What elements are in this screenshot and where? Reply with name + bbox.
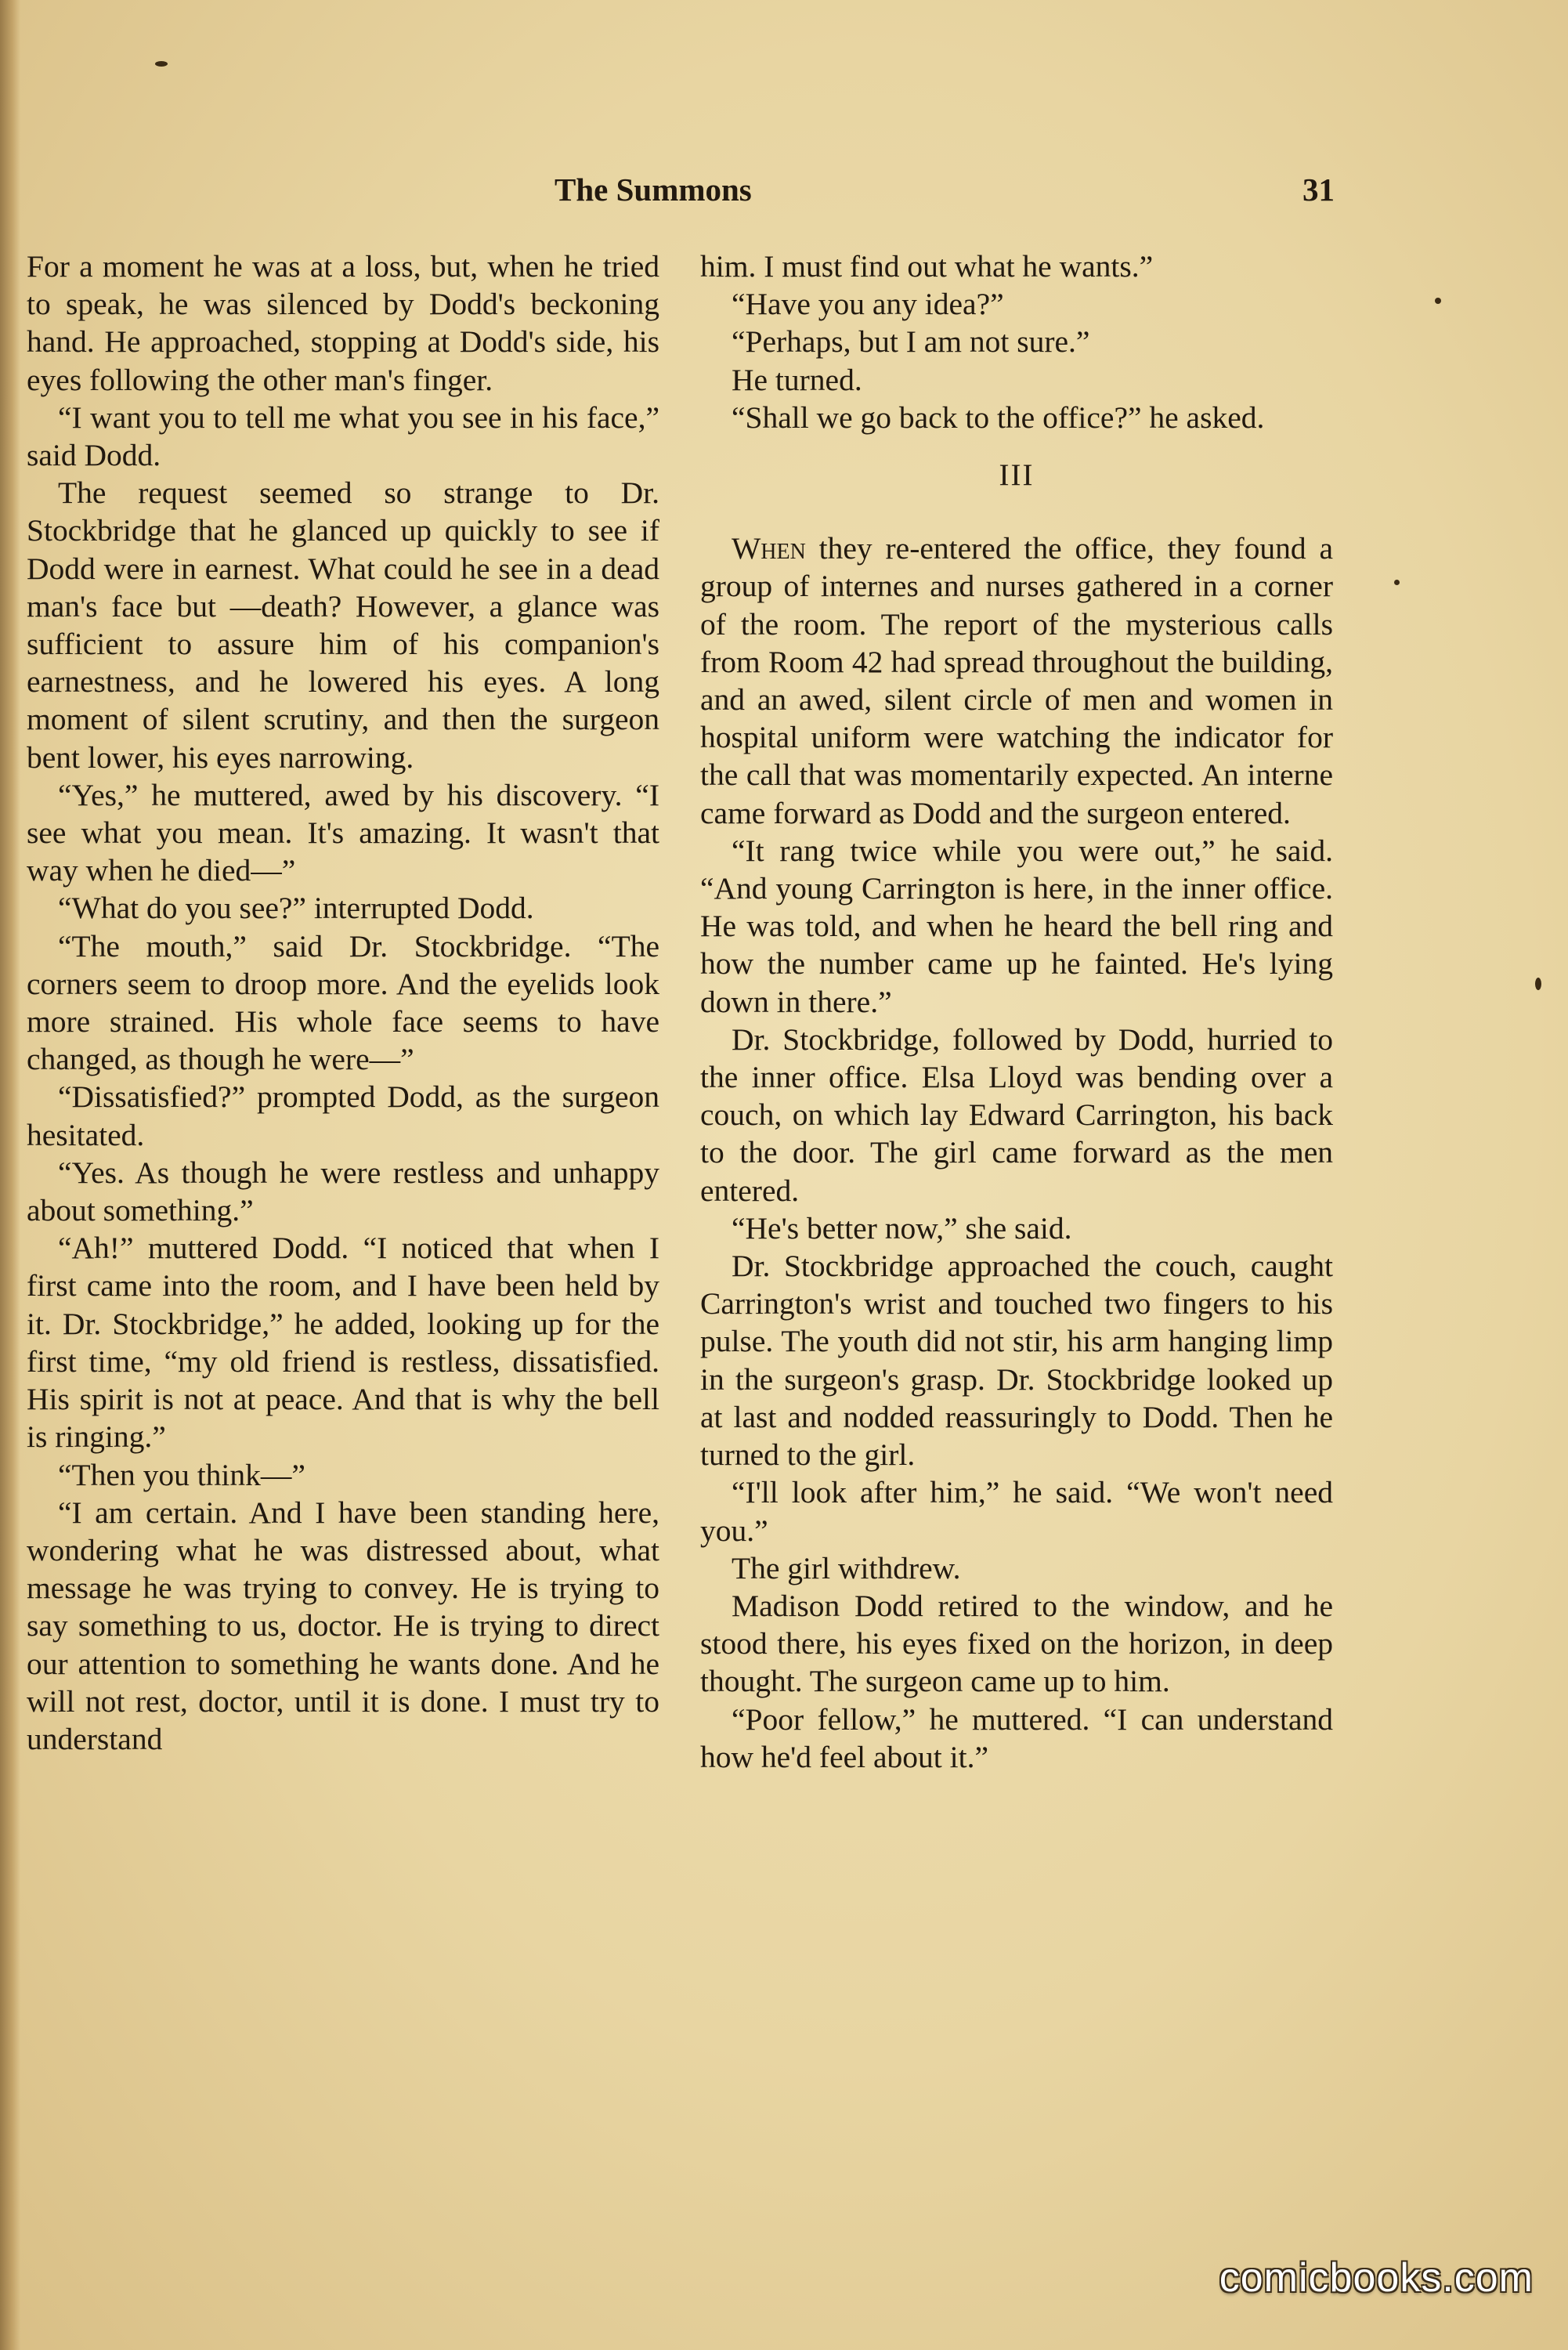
paragraph: “The mouth,” said Dr. Stockbridge. “The corners seem to droop more. And the eyelids look more strained. His whole face seems to have changed, as though he were—” [27,928,659,1077]
paragraph: The girl withdrew. [732,1550,961,1585]
paragraph: “Dissatisfied?” prompted Dodd, as the surgeon hesitated. [27,1079,659,1152]
paragraph: “What do you see?” interrupted Dodd. [58,891,534,926]
paragraph: “Poor fellow,” he muttered. “I can understand how he'd feel about it.” [700,1701,1333,1774]
paragraph-text: they re-entered the office, they found a group of internes and nurses gathered in a corner of the room. The report of the mysterious calls from Room 42 had spread throughout the building, and an awed, silent circle of men and women in hospital uniform were watching the indicator for the call that was momentarily expected. An interne came forward as Dodd and the surgeon entered. [700,531,1333,830]
paragraph: “Perhaps, but I am not sure.” [732,324,1090,360]
paragraph: Dr. Stockbridge, followed by Dodd, hurried to the inner office. Elsa Lloyd was bending over a couch, on which lay Edward Carrington, his back to the door. The girl came forward as the men entered. [700,1021,1333,1208]
paragraph: “Yes. As though he were restless and unhappy about something.” [27,1155,659,1228]
paragraph: Madison Dodd retired to the window, and he stood there, his eyes fixed on the horizon, in deep thought. The surgeon came up to him. [700,1588,1333,1699]
section-opening-paragraph [700,530,1333,832]
page-binding-shadow [0,0,20,2350]
paragraph: The request seemed so strange to Dr. Stockbridge that he glanced up quickly to see if Dodd were in earnest. What could he see in a dead man's face but —death? However, a glance was sufficient to assure him of his companion's earnestness, and he lowered his eyes. A long moment of silent scrutiny, and then the surgeon bent lower, his eyes narrowing. [27,475,659,775]
paragraph: “Then you think—” [58,1457,305,1492]
paragraph: “Ah!” muttered Dodd. “I noticed that when I first came into the room, and I have been held by it. Dr. Stockbridge,” he added, looking up for the first time, “my old friend is restless, dissatisfied. His spirit is not at peace. And that is why the bell is ringing.” [27,1231,659,1455]
paragraph: For a moment he was at a loss, but, when he tried to speak, he was silenced by Dodd's beckoning hand. He approached, stopping at Dodd's side, his eyes following the other man's finger. [27,249,659,397]
ink-speck [155,61,168,67]
paragraph: “I'll look after him,” he said. “We won't need you.” [700,1475,1333,1548]
paragraph: him. I must find out what he wants.” [700,249,1154,284]
running-header [28,171,1335,218]
source-watermark: comicbooks.com [1219,2255,1534,2301]
running-title: The Summons [555,172,752,208]
ink-speck [1435,298,1441,304]
left-column [27,248,659,1758]
paragraph: Dr. Stockbridge approached the couch, caught Carrington's wrist and touched two fingers to his pulse. The youth did not stir, his arm hanging limp in the surgeon's grasp. Dr. Stockbridge looked up at last and nodded reassuringly to Dodd. Then he turned to the girl. [700,1249,1333,1473]
paragraph: “Shall we go back to the office?” he asked. [732,400,1265,435]
paragraph: “He's better now,” she said. [732,1210,1072,1246]
paragraph: He turned. [732,362,862,397]
ink-speck [1535,978,1541,990]
paragraph: “It rang twice while you were out,” he said. “And young Carrington is here, in the inner office. He was told, and when he heard the bell ring and how the number came up he fainted. He's lying down in there.” [700,833,1333,1019]
paragraph: “Have you any idea?” [732,287,1004,322]
ink-speck [1394,580,1400,585]
drop-word: When [732,531,806,566]
paragraph: “Yes,” he muttered, awed by his discovery. “I see what you mean. It's amazing. It wasn't that way when he died—” [27,777,659,888]
page-number: 31 [1302,172,1335,208]
paragraph: “I am certain. And I have been standing here, wondering what he was distressed about, what message he was trying to convey. He is trying to say something to us, doctor. He is trying to direct our attention to something he wants done. And he will not rest, doctor, until it is done. I must try to understand [27,1495,659,1756]
right-column [700,248,1333,1776]
section-heading: III [999,458,1035,493]
paragraph: “I want you to tell me what you see in his face,” said Dodd. [27,400,659,473]
